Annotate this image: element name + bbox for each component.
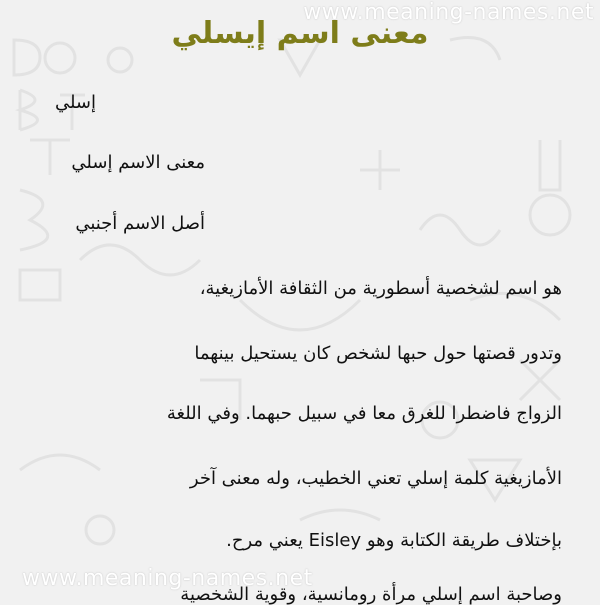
meaning-heading: معنى الاسم إسلي — [71, 152, 205, 173]
watermark-bottom: www.meaning-names.net — [22, 566, 313, 591]
origin-line: أصل الاسم أجنبي — [75, 213, 205, 234]
page-title: معنى اسم إيسلي — [171, 16, 429, 51]
description-line: الزواج فاضطرا للغرق معا في سبيل حبهما. وفي اللغة — [166, 403, 562, 424]
watermark-top: www.meaning-names.net — [303, 0, 594, 25]
description-line: هو اسم لشخصية أسطورية من الثقافة الأمازيغية، — [199, 278, 562, 299]
description-line: بإختلاف طريقة الكتابة وهو Eisley يعني مرح. — [226, 530, 562, 551]
description-line: وصاحبة اسم إسلي مرأة رومانسية، وقوية الشخصية — [180, 584, 562, 605]
description-line: الأمازيغية كلمة إسلي تعني الخطيب، وله معنى آخر — [189, 468, 562, 489]
name-line: إسلي — [54, 92, 96, 113]
description-line: وتدور قصتها حول حبها لشخص كان يستحيل بينهما — [194, 343, 562, 364]
